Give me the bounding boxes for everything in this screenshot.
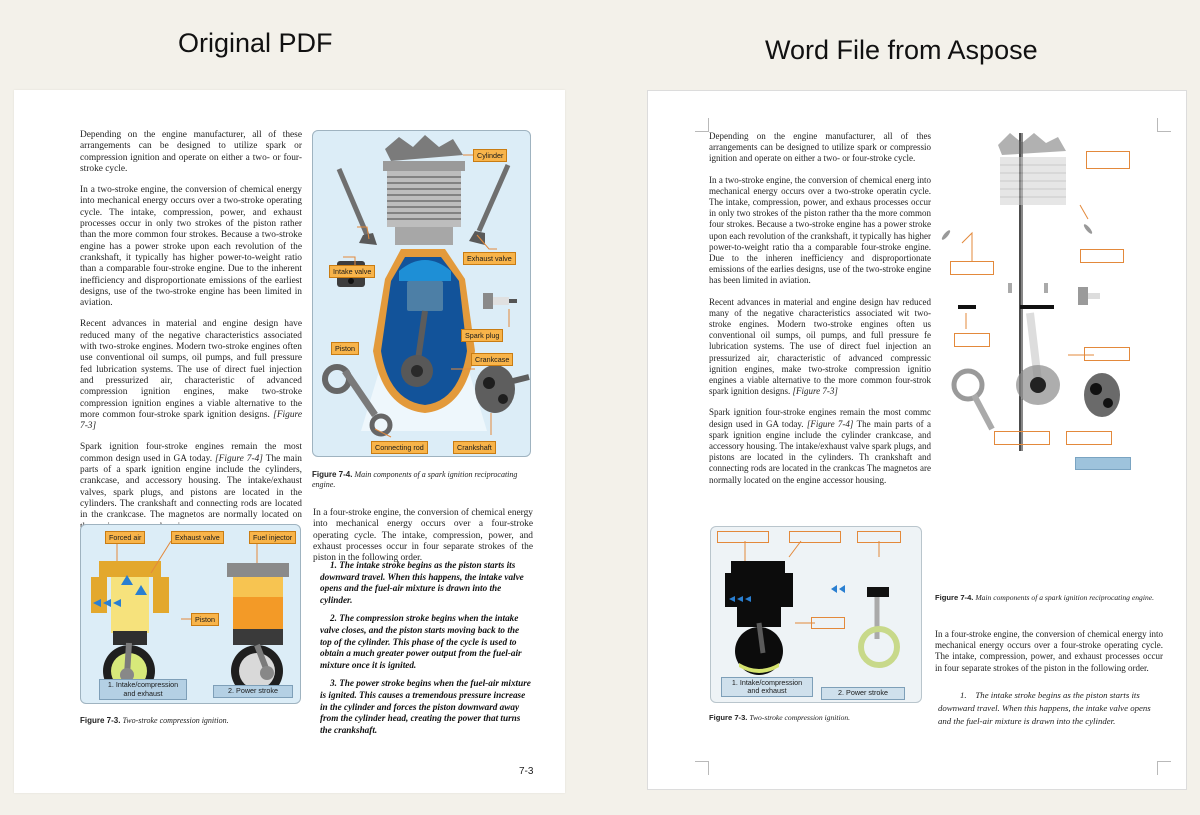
label-crankcase: Crankcase xyxy=(471,353,513,366)
exhaust-valve-illustration xyxy=(469,165,508,245)
broken-blue-bar xyxy=(1075,457,1131,470)
margin-mark xyxy=(1157,118,1171,132)
label-power-stroke: 2. Power stroke xyxy=(213,685,293,698)
four-stroke-intro: In a four-stroke engine, the conversion of chemical energy into mechanical energy occurs over a four-stroke operating cycle. The intake, compression, power, and exhaust processes occur in four separate strokes of the piston in the following order. xyxy=(935,629,1163,673)
list-item: 2. The compression stroke begins when the intake valve closes, and the piston starts moving back to the top of the cylinder. This phase of the cycle is used to obtain a much greater power output from the fuel-air mixture once it is ignited. xyxy=(320,613,522,670)
figure-7-4-caption: Figure 7-4. Main components of a spark ignition reciprocating engine. xyxy=(935,593,1155,602)
paragraph: Spark ignition four-stroke engines remain the most common design used in GA today. [Figure 7-4] The main parts of a spark ignition engine include the cylinders, crankcase, and accessory housing. The intake/exhaust valves, spark plugs, and pistons are located in the cylinders. The crankshaft and connecting rods are located in the crankcase. The magnetos are normally located on xyxy=(80,442,302,521)
label-exhaust-valve: Exhaust valve xyxy=(171,531,224,544)
paragraph: Depending on the engine manufacturer, all of these arrangements can be designed to utilize spark or compression ignition and operate on either a two- or four-stroke cycle. xyxy=(80,130,302,174)
spark-plug-illustration xyxy=(483,293,517,309)
margin-mark xyxy=(1157,761,1171,775)
empty-label-box xyxy=(857,531,901,543)
paragraph: In a two-stroke engine, the conversion of chemical energ into mechanical energy occurs over a two-stroke operatin cycle. The intake, compression, power, and exhaus processes occur in only two strokes of the piston rather tha the more common four strokes. Because a two-stroke engine has a power stroke upon each revolution of the crankshaft, it typically has higher power-to-weight ratio tha a comparable four-stroke engine. Due to the inheren inefficiency and disproportionate emissions of the earlies designs, use of the two-stroke engine has been limited in aviation. xyxy=(709,174,931,286)
empty-label-box xyxy=(994,431,1050,445)
empty-label-box xyxy=(1080,249,1124,263)
figure-reference[interactable]: [Figure 7-3] xyxy=(792,386,838,397)
crankshaft-illustration xyxy=(475,365,529,413)
word-text-column xyxy=(709,131,931,516)
left-text-column xyxy=(80,130,302,543)
original-pdf-page xyxy=(14,90,565,793)
label-fuel-injector: Fuel injector xyxy=(249,531,296,544)
figure-7-3-caption: Figure 7-3. Two-stroke compression ignition. xyxy=(80,716,229,725)
figure-7-4-caption: Figure 7-4. Main components of a spark ignition reciprocating engine. xyxy=(312,470,518,489)
word-file-heading: Word File from Aspose xyxy=(765,35,1038,65)
empty-label-box xyxy=(1066,431,1112,445)
label-piston: Piston xyxy=(191,613,219,626)
empty-label-box xyxy=(950,261,994,275)
list-item: 3. The power stroke begins when the fuel-air mixture is ignited. This causes a tremendous pressure increase in the cylinder and forces the piston downward away from the cylinder head, creating the power that turns the crankshaft. xyxy=(320,678,531,735)
label-exhaust-valve: Exhaust valve xyxy=(463,252,516,265)
cylinder-illustration xyxy=(383,135,465,245)
label-intake-valve: Intake valve xyxy=(329,265,375,278)
figure-7-3-caption: Figure 7-3. Two-stroke compression ignition. xyxy=(709,713,851,722)
intake-valve-illustration xyxy=(339,169,377,245)
label-forced-air: Forced air xyxy=(105,531,145,544)
page-number: 7-3 xyxy=(519,766,534,777)
four-stroke-intro: In a four-stroke engine, the conversion of chemical energy into mechanical energy occurs over a four-stroke operating cycle. The intake, compression, power, and exhaust processes occur in four separate strokes of the piston in the following order. xyxy=(313,508,533,564)
label-piston: Piston xyxy=(331,342,359,355)
broken-engine-illustration xyxy=(938,133,1138,451)
label-spark-plug: Spark plug xyxy=(461,329,503,342)
label-power-stroke: 2. Power stroke xyxy=(821,687,905,700)
empty-label-box xyxy=(1084,347,1130,361)
figure-7-3-broken-render xyxy=(710,526,922,703)
label-intake-compression: 1. Intake/compression and exhaust xyxy=(99,679,187,700)
original-pdf-heading: Original PDF xyxy=(178,28,333,58)
stroke-steps-list xyxy=(320,560,532,743)
figure-7-3-two-stroke xyxy=(80,524,301,704)
figure-7-4-engine-components xyxy=(312,130,531,457)
figure-reference[interactable]: [Figure 7-3] xyxy=(80,409,302,432)
figure-reference[interactable]: [Figure 7-4] xyxy=(215,453,263,464)
paragraph: In a two-stroke engine, the conversion of chemical energy into mechanical energy occurs over a two-stroke operating cycle. The intake, compression, power, and exhaust processes occur in only two strokes of the piston rather than the more common four strokes. Because a two-stroke engine has a power stroke upon each revolution of the crankshaft, it typically has higher power-to-weight ratio than a comparable four-stroke engine. Due to the inherent inefficiency and disproportionate emissions of the earliest designs, use of the two-stroke engine has been limited in aviation. xyxy=(80,185,302,309)
broken-spark-plug xyxy=(1078,287,1100,305)
stroke-step-1: 1. The intake stroke begins as the piston starts its downward travel. When this happens, the intake valve opens and the fuel-air mixture is drawn into the cylinder. xyxy=(938,690,1151,727)
margin-mark xyxy=(695,761,709,775)
engine-components-illustration xyxy=(313,131,531,457)
label-cylinder: Cylinder xyxy=(473,149,507,162)
empty-label-box xyxy=(1086,151,1130,169)
label-connecting-rod: Connecting rod xyxy=(371,441,428,454)
empty-label-box xyxy=(789,531,841,543)
figure-reference[interactable]: [Figure 7-4] xyxy=(806,418,854,429)
paragraph: Recent advances in material and engine design hav reduced many of the negative characteristics associated wit two-stroke engines. Modern two-stroke engines often us conventional oil sumps, oil pumps, and full pressure fe lubrication systems. The use of direct fuel injection an pressurized air, characteristic of advanced compressic ignition engines, make two-stroke compression ignitio engines a viable alternative to the more common four-strok spark ignition designs. [Figure 7-3] xyxy=(709,296,931,397)
empty-label-box xyxy=(954,333,990,347)
paragraph: Depending on the engine manufacturer, all of thes arrangements can be designed to utilize spark or compressio ignition and operate on either a two- or four-stroke cycle. xyxy=(709,131,931,164)
paragraph: Spark ignition four-stroke engines remain the most commc design used in GA today. [Figure 7-4] The main parts of a spark ignition engine include the cylinder crankcase, and accessory housing. The intake/exhaust valve spark plugs, and pistons are located in the cylinders. Th crankshaft and connecting rods are located in the crankcas The magnetos are normally located on the engine accessor housing. xyxy=(709,407,931,485)
label-intake-compression: 1. Intake/compression and exhaust xyxy=(721,677,813,697)
empty-label-box xyxy=(811,617,845,629)
paragraph: Recent advances in material and engine design have reduced many of the negative characteristics associated with two-stroke engines. Modern two-stroke engines often use conventional oil sumps, oil pumps, and full pressure fed lubrication systems. The use of direct fuel injection and pressurized air, characteristic of advanced compression ignition engines, make two-stroke compression ignition engines a viable alternative to the more common four-stroke spark ignition designs. [Figure 7-3] xyxy=(80,319,302,432)
list-item: 1. The intake stroke begins as the piston starts its downward travel. When this happens, the intake valve opens and the fuel-air mixture is drawn into the cylinder. xyxy=(320,560,524,605)
figure-7-4-broken-render xyxy=(938,133,1138,451)
label-crankshaft: Crankshaft xyxy=(453,441,496,454)
word-file-page xyxy=(647,90,1187,790)
margin-mark xyxy=(695,118,709,132)
empty-label-box xyxy=(717,531,769,543)
